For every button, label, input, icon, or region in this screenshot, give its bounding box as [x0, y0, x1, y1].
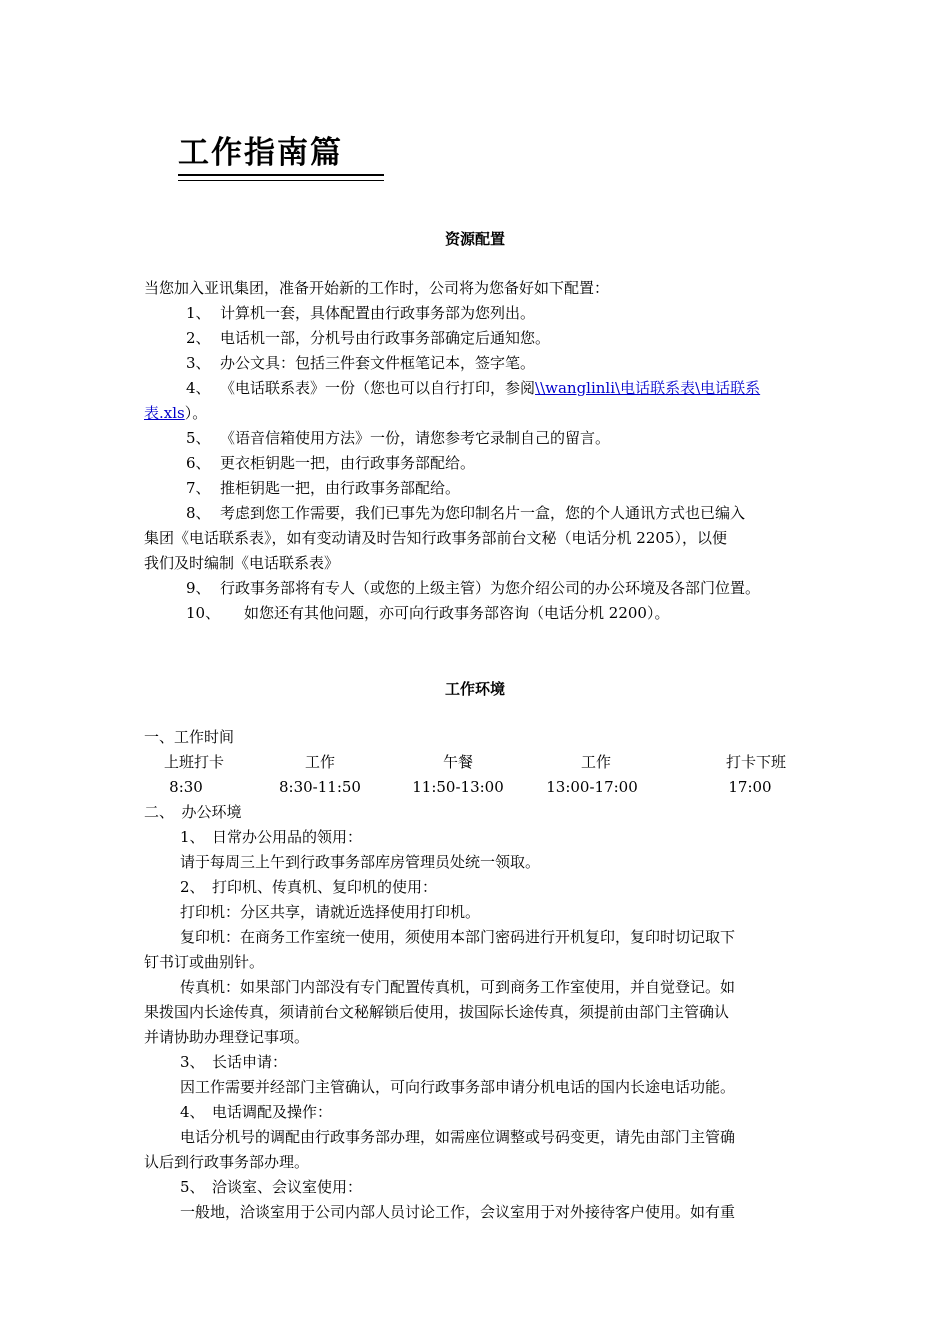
list-text: 推柜钥匙一把，由行政事务部配给。	[220, 479, 461, 497]
list-number: 3、	[186, 354, 211, 372]
subitem-heading: 1、 日常办公用品的领用：	[180, 828, 363, 846]
paragraph-line: 电话分机号的调配由行政事务部办理，如需座位调整或号码变更，请先由部门主管确	[180, 1128, 736, 1146]
paragraph-line: 复印机：在商务工作室统一使用，须使用本部门密码进行开机复印，复印时切记取下	[180, 928, 736, 946]
list-text: 更衣柜钥匙一把，由行政事务部配给。	[220, 454, 476, 472]
page-title: 工作指南篇	[178, 135, 343, 171]
list-item	[186, 578, 760, 598]
paragraph-line: 因工作需要并经部门主管确认，可向行政事务部申请分机电话的国内长途电话功能。	[180, 1078, 736, 1096]
schedule-time: 11:50-13:00	[412, 778, 504, 796]
list-text: 电话机一部，分机号由行政事务部确定后通知您。	[220, 329, 551, 347]
paragraph-line: 并请协助办理登记事项。	[144, 1028, 310, 1046]
list-text: 《电话联系表》一份（您也可以自行打印，参阅	[220, 379, 536, 397]
list-text: 《语音信箱使用方法》一份，请您参考它录制自己的留言。	[220, 429, 611, 447]
list-item	[186, 378, 760, 398]
paragraph-line: 认后到行政事务部办理。	[144, 1153, 310, 1171]
section-heading-resources: 资源配置	[444, 230, 505, 248]
subitem-heading: 3、 长话申请：	[180, 1053, 288, 1071]
subsection-work-hours: 一、工作时间	[144, 728, 235, 746]
list-item	[186, 503, 745, 523]
list-item-continuation	[144, 403, 207, 423]
list-text: 考虑到您工作需要，我们已事先为您印制名片一盒，您的个人通讯方式也已编入	[220, 504, 746, 522]
list-number: 9、	[186, 579, 211, 597]
schedule-header: 上班打卡	[163, 753, 224, 771]
subitem-heading: 5、 洽谈室、会议室使用：	[180, 1178, 363, 1196]
list-item-continuation: 集团《电话联系表》，如有变动请及时告知行政事务部前台文秘（电话分机 2205），以便	[144, 529, 727, 547]
schedule-header: 打卡下班	[725, 753, 786, 771]
title-underline-thick	[178, 174, 384, 176]
list-number: 10、	[186, 604, 221, 622]
list-item	[186, 453, 475, 473]
schedule-time: 17:00	[728, 778, 772, 796]
subitem-heading: 4、 电话调配及操作：	[180, 1103, 333, 1121]
list-text: 办公文具：包括三件套文件框笔记本，签字笔。	[220, 354, 536, 372]
file-link-continued[interactable]: 表.xls	[144, 404, 185, 422]
list-number: 8、	[186, 504, 211, 522]
section-heading-environment: 工作环境	[444, 680, 505, 698]
intro-text: 当您加入亚讯集团，准备开始新的工作时，公司将为您备好如下配置：	[144, 279, 610, 297]
list-number: 6、	[186, 454, 211, 472]
list-number: 4、	[186, 379, 211, 397]
paragraph-line: 钉书订或曲别针。	[144, 953, 265, 971]
subsection-office-environment: 二、 办公环境	[144, 803, 242, 821]
list-item	[186, 353, 535, 373]
paragraph-line: 请于每周三上午到行政事务部库房管理员处统一领取。	[180, 853, 541, 871]
list-number: 7、	[186, 479, 211, 497]
paragraph-line: 果拨国内长途传真，须请前台文秘解锁后使用，拔国际长途传真，须提前由部门主管确认	[144, 1003, 730, 1021]
list-text: 如您还有其他问题，亦可向行政事务部咨询（电话分机 2200）。	[244, 604, 670, 622]
schedule-header: 工作	[580, 753, 611, 771]
schedule-time: 8:30	[169, 778, 203, 796]
list-item	[186, 478, 460, 498]
list-item	[186, 328, 550, 348]
schedule-time: 13:00-17:00	[546, 778, 638, 796]
title-underline-thin	[178, 180, 384, 181]
list-item	[186, 303, 535, 323]
list-item	[186, 603, 669, 623]
list-number: 2、	[186, 329, 211, 347]
list-item-continuation: 我们及时编制《电话联系表》	[144, 554, 340, 572]
list-text-tail: ）。	[184, 404, 208, 422]
list-number: 1、	[186, 304, 211, 322]
schedule-header: 午餐	[442, 753, 473, 771]
schedule-header: 工作	[304, 753, 335, 771]
list-number: 5、	[186, 429, 211, 447]
list-text: 行政事务部将有专人（或您的上级主管）为您介绍公司的办公环境及各部门位置。	[220, 579, 761, 597]
subitem-heading: 2、 打印机、传真机、复印机的使用：	[180, 878, 438, 896]
list-item	[186, 428, 610, 448]
file-link[interactable]: \\wanglinli\电话联系表\电话联系	[535, 379, 761, 397]
list-text: 计算机一套，具体配置由行政事务部为您列出。	[220, 304, 536, 322]
schedule-time: 8:30-11:50	[279, 778, 361, 796]
paragraph-line: 打印机：分区共享，请就近选择使用打印机。	[180, 903, 481, 921]
paragraph-line: 传真机：如果部门内部没有专门配置传真机，可到商务工作室使用，并自觉登记。如	[180, 978, 736, 996]
paragraph-line: 一般地，洽谈室用于公司内部人员讨论工作，会议室用于对外接待客户使用。如有重	[180, 1203, 736, 1221]
